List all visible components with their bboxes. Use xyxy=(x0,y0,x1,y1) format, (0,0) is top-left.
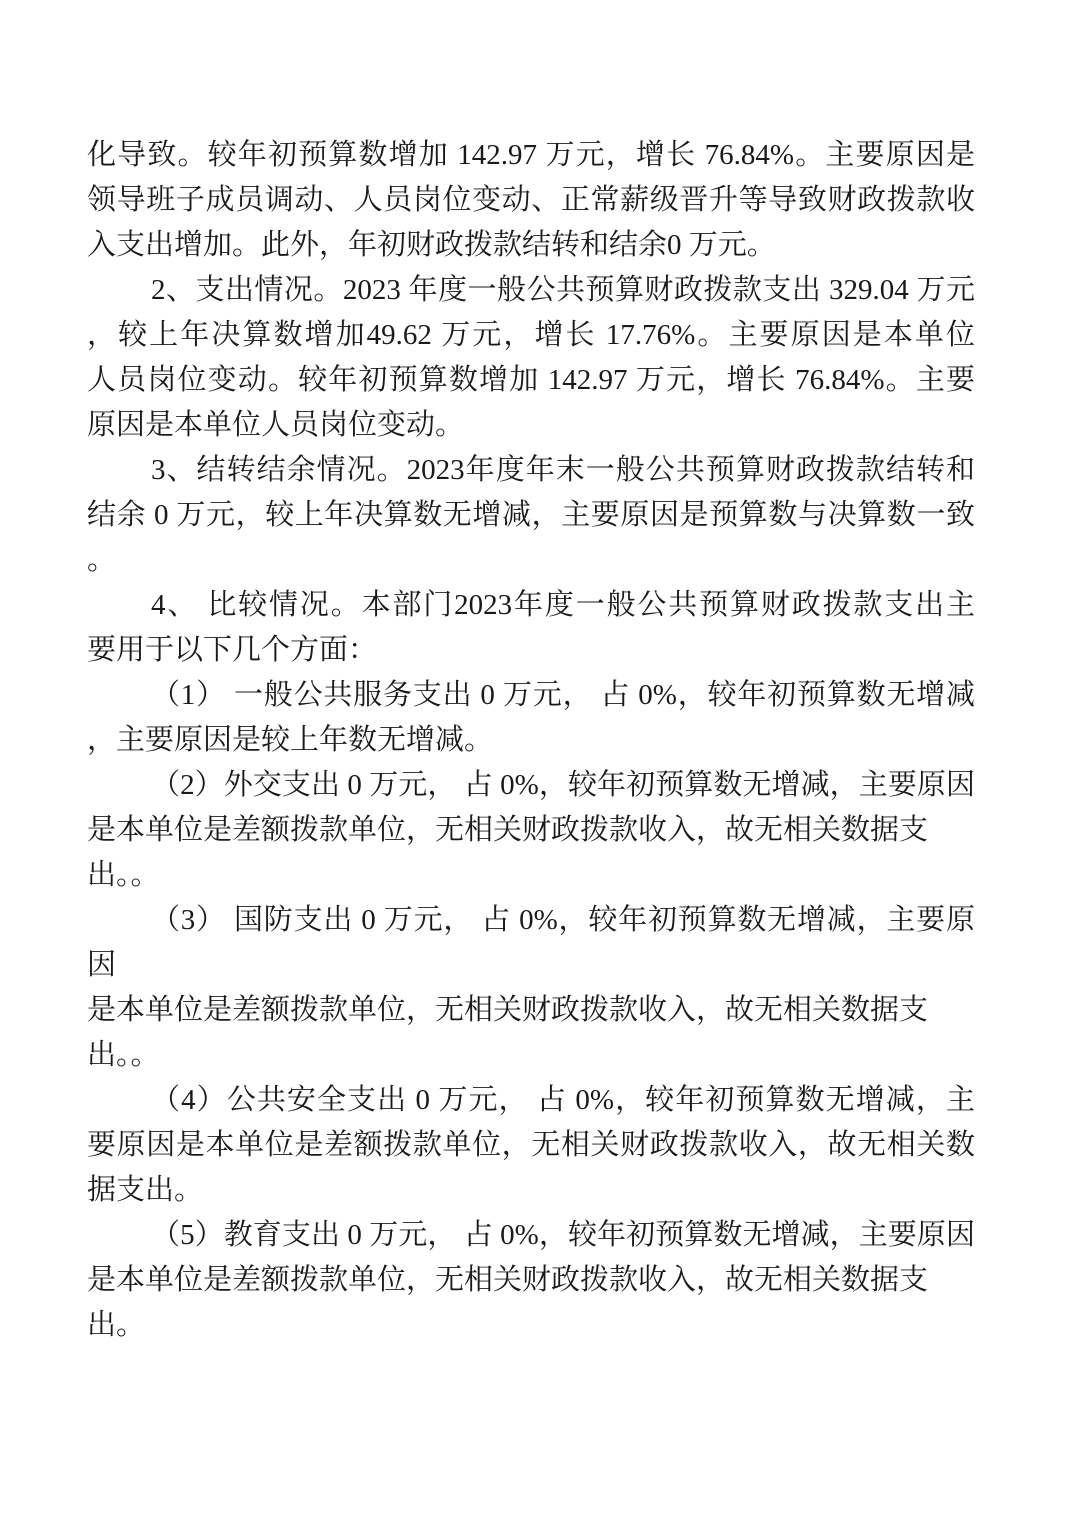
text-line: 是本单位是差额拨款单位，无相关财政拨款收入，故无相关数据支出。。 xyxy=(87,994,929,1071)
text-line: （4）公共安全支出 0 万元， 占 0%，较年初预算数无增减，主 xyxy=(151,1084,975,1116)
text-line: 入支出增加。此外，年初财政拨款结转和结余0 万元。 xyxy=(87,229,776,261)
text-line: （1） 一般公共服务支出 0 万元， 占 0%，较年初预算数无增减 xyxy=(151,679,975,711)
text-line: 是本单位是差额拨款单位，无相关财政拨款收入，故无相关数据支出。。 xyxy=(87,814,929,891)
text-line: 3、结转结余情况。2023年度年末一般公共预算财政拨款结转和 xyxy=(151,454,975,486)
text-line: 原因是本单位人员岗位变动。 xyxy=(87,409,465,441)
text-line: （2）外交支出 0 万元， 占 0%，较年初预算数无增减，主要原因 xyxy=(151,769,975,801)
text-line: 领导班子成员调动、人员岗位变动、正常薪级晋升等导致财政拨款收 xyxy=(87,184,975,216)
text-line: 要用于以下几个方面： xyxy=(87,634,378,666)
text-line: 2、支出情况。2023 年度一般公共预算财政拨款支出 329.04 万元 xyxy=(151,274,975,306)
text-line: 化导致。较年初预算数增加 142.97 万元，增长 76.84%。主要原因是 xyxy=(87,139,975,171)
text-line: 据支出。 xyxy=(87,1174,204,1206)
text-line: （3） 国防支出 0 万元， 占 0%，较年初预算数无增减，主要原因 xyxy=(87,904,975,981)
text-line: 人员岗位变动。较年初预算数增加 142.97 万元，增长 76.84%。主要 xyxy=(87,364,975,396)
text-line: 4、 比较情况。本部门2023年度一般公共预算财政拨款支出主 xyxy=(151,589,975,621)
text-line: 要原因是本单位是差额拨款单位，无相关财政拨款收入，故无相关数 xyxy=(87,1129,975,1161)
text-line: 是本单位是差额拨款单位，无相关财政拨款收入，故无相关数据支出。 xyxy=(87,1264,929,1341)
text-line: 。 xyxy=(87,544,117,576)
text-line: 结余 0 万元，较上年决算数无增减，主要原因是预算数与决算数一致 xyxy=(87,499,975,531)
text-line: ，较上年决算数增加49.62 万元，增长 17.76%。主要原因是本单位 xyxy=(87,319,975,351)
text-line: （5）教育支出 0 万元， 占 0%，较年初预算数无增减，主要原因 xyxy=(151,1219,975,1251)
text-block xyxy=(87,133,975,1348)
text-line: ，主要原因是较上年数无增减。 xyxy=(87,724,494,756)
